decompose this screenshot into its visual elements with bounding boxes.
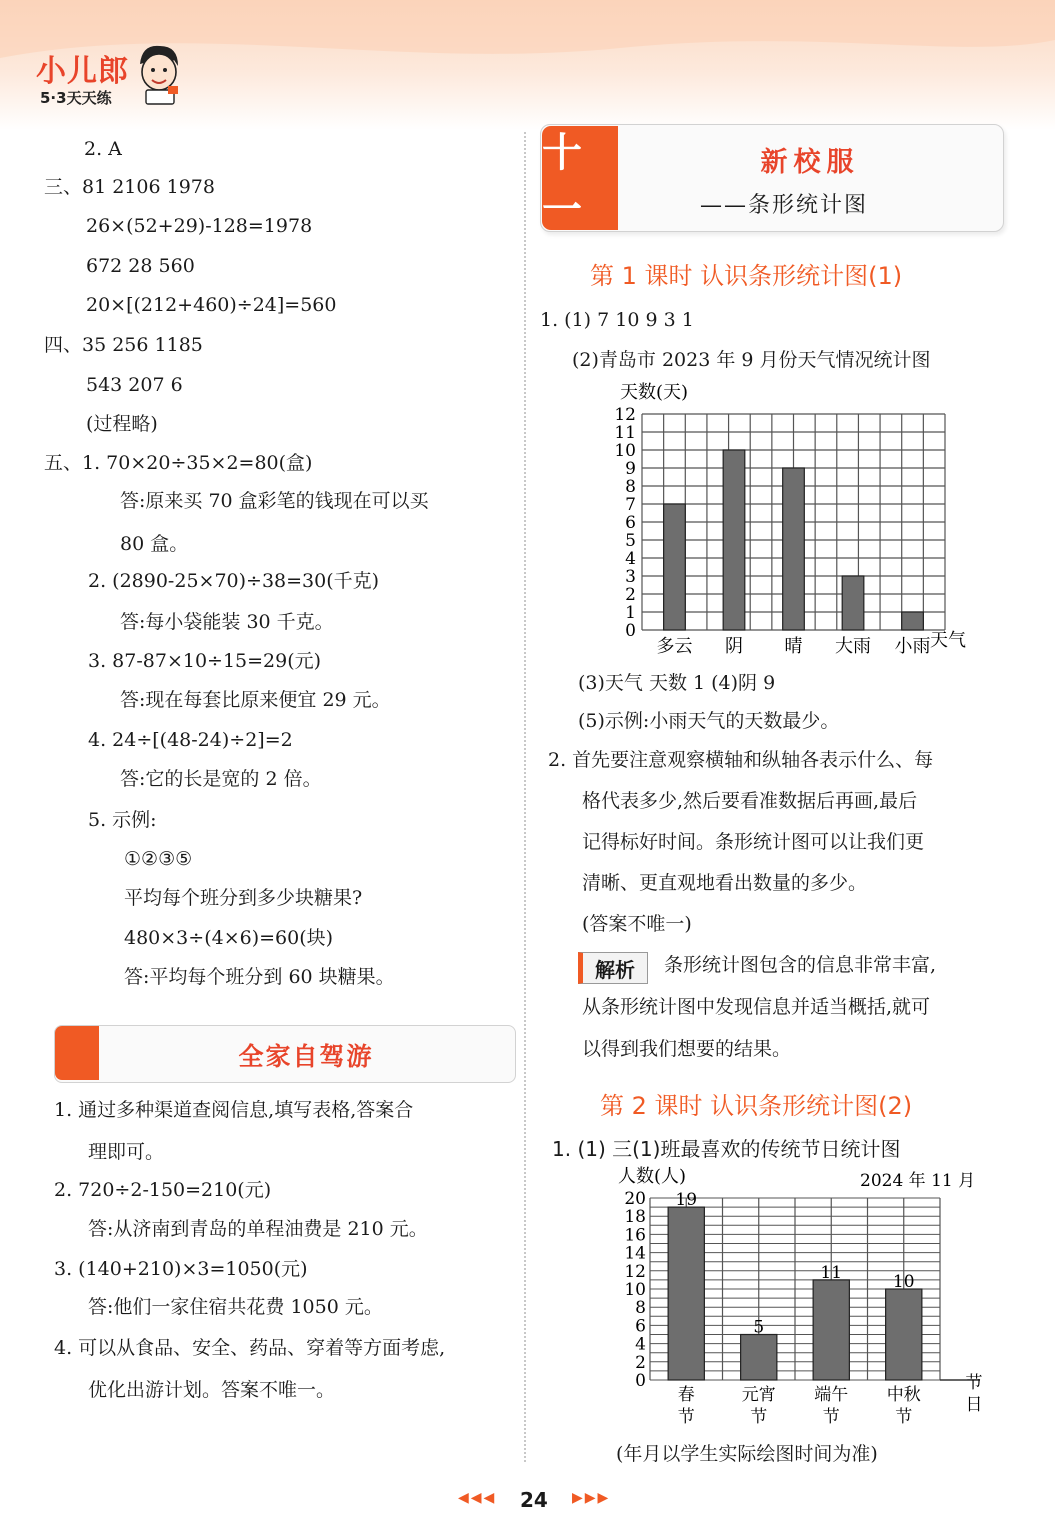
chart2-ytick-label: 6 bbox=[635, 1316, 646, 1337]
section-header-tag bbox=[55, 1026, 99, 1080]
answer-line: 4. 24÷[(48-24)÷2]=2 bbox=[88, 729, 293, 751]
chart2-ytick-label: 0 bbox=[635, 1371, 646, 1391]
answer-line: 1. 通过多种渠道查阅信息,填写表格,答案合 bbox=[54, 1099, 414, 1121]
answer-line: 2. A bbox=[84, 138, 122, 160]
chart1-xtick-label: 大雨 bbox=[835, 636, 872, 657]
answer-line: 20×[(212+460)÷24]=560 bbox=[86, 294, 337, 316]
answer-line: 四、35 256 1185 bbox=[44, 334, 203, 356]
chart1-ytick-label: 11 bbox=[614, 423, 636, 443]
chart1-ytick-label: 1 bbox=[625, 603, 636, 623]
answer-line: 答:每小袋能装 30 千克。 bbox=[120, 611, 334, 633]
chart2-ytick-label: 20 bbox=[624, 1189, 646, 1209]
chart2-date: 2024 年 11 月 bbox=[860, 1171, 976, 1191]
chart2-ytick-label: 18 bbox=[624, 1207, 646, 1228]
chart2-ylabel: 人数(人) bbox=[618, 1166, 687, 1187]
prev-arrows-icon: ◀◀◀ bbox=[458, 1490, 497, 1506]
answer-line: 4. 可以从食品、安全、药品、穿着等方面考虑, bbox=[54, 1337, 446, 1359]
chart1-ytick-label: 9 bbox=[625, 459, 636, 479]
answer-line: 543 207 6 bbox=[86, 374, 183, 396]
answer-line: 2. (2890-25×70)÷38=30(千克) bbox=[88, 570, 380, 592]
chart2-xtick-label: 端午 bbox=[814, 1385, 849, 1405]
chart2-data-label: 10 bbox=[892, 1272, 915, 1292]
chart2-ytick-label: 16 bbox=[624, 1225, 646, 1246]
chart1-ytick-label: 10 bbox=[614, 441, 636, 461]
chart2-data-label: 19 bbox=[675, 1190, 698, 1211]
chart1-ytick-label: 6 bbox=[625, 513, 636, 533]
chart2-xlabel: 日 bbox=[965, 1395, 983, 1415]
chart1-ylabel: 天数(天) bbox=[620, 382, 689, 403]
chart2-data-label: 11 bbox=[820, 1262, 843, 1283]
chart2-xtick-label: 节 bbox=[895, 1407, 913, 1427]
chart1-ytick-label: 0 bbox=[625, 621, 636, 641]
answer-line: 480×3÷(4×6)=60(块) bbox=[124, 927, 334, 949]
answer-line: 记得标好时间。条形统计图可以让我们更 bbox=[582, 831, 925, 853]
next-arrows-icon: ▶▶▶ bbox=[572, 1490, 611, 1506]
answer-line: 2. 首先要注意观察横轴和纵轴各表示什么、每 bbox=[548, 749, 934, 771]
answer-line: 三、81 2106 1978 bbox=[44, 176, 215, 198]
note-line: (年月以学生实际绘图时间为准) bbox=[616, 1443, 878, 1465]
answer-line: 2. 720÷2-150=210(元) bbox=[54, 1179, 272, 1201]
answer-line: ①②③⑤ bbox=[124, 848, 193, 870]
answer-line: 答:现在每套比原来便宜 29 元。 bbox=[120, 689, 391, 711]
answer-line: 3. 87-87×10÷15=29(元) bbox=[88, 650, 322, 672]
chart2-ytick-label: 2 bbox=[635, 1352, 646, 1373]
chart1-bar bbox=[664, 504, 686, 630]
answer-line: 答:从济南到青岛的单程油费是 210 元。 bbox=[88, 1218, 428, 1240]
answer-line: (5)示例:小雨天气的天数最少。 bbox=[578, 710, 840, 732]
festival-bar-chart bbox=[600, 1160, 1000, 1430]
section-title: 全家自驾游 bbox=[238, 1042, 374, 1071]
answer-line: (3)天气 天数 1 (4)阴 9 bbox=[578, 672, 776, 694]
unit-number-tag: 十一 bbox=[542, 126, 618, 230]
answer-line: 答:原来买 70 盒彩笔的钱现在可以买 bbox=[120, 490, 429, 512]
chart2-data-label: 5 bbox=[753, 1317, 765, 1338]
chart2-ytick-label: 8 bbox=[635, 1298, 646, 1319]
chart2-xlabel: 节 bbox=[965, 1373, 983, 1393]
answer-line: (过程略) bbox=[86, 413, 158, 435]
chart1-ytick-label: 4 bbox=[625, 549, 636, 569]
chart1-ytick-label: 7 bbox=[625, 495, 636, 515]
unit-title: 新校服 bbox=[760, 147, 860, 178]
unit-subtitle: ——条形统计图 bbox=[700, 193, 869, 218]
analysis-line: 条形统计图包含的信息非常丰富, bbox=[664, 954, 937, 976]
page-number: 24 bbox=[520, 1488, 548, 1512]
chart1-ytick-label: 8 bbox=[625, 477, 636, 497]
chart2-bar bbox=[886, 1289, 922, 1380]
chart1-xtick-label: 多云 bbox=[656, 636, 693, 657]
chart1-xlabel: 天气 bbox=[930, 630, 966, 651]
chart1-ytick-label: 12 bbox=[614, 405, 636, 425]
answer-line: 80 盒。 bbox=[120, 533, 189, 555]
logo-subtitle: 5·3天天练 bbox=[40, 89, 112, 107]
chart2-xtick-label: 节 bbox=[822, 1407, 840, 1427]
answer-line: 5. 示例: bbox=[88, 809, 157, 831]
answer-line: 清晰、更直观地看出数量的多少。 bbox=[582, 872, 868, 894]
chart1-ytick-label: 5 bbox=[625, 531, 636, 551]
chart2-xtick-label: 节 bbox=[750, 1407, 768, 1427]
chart2-xtick-label: 节 bbox=[677, 1407, 695, 1427]
chart1-xtick-label: 小雨 bbox=[894, 636, 931, 657]
answer-line: 理即可。 bbox=[88, 1141, 165, 1163]
answer-line: 3. (140+210)×3=1050(元) bbox=[54, 1258, 308, 1280]
chart2-ytick-label: 10 bbox=[624, 1280, 646, 1300]
chart1-ytick-label: 2 bbox=[625, 585, 636, 605]
answer-line: (答案不唯一) bbox=[582, 913, 692, 935]
answer-line: 格代表多少,然后要看准数据后再画,最后 bbox=[582, 790, 918, 812]
lesson-heading: 第 2 课时 认识条形统计图(2) bbox=[600, 1092, 913, 1120]
weather-bar-chart bbox=[600, 376, 990, 660]
chart2-ytick-label: 14 bbox=[624, 1243, 646, 1264]
answer-line: 672 28 560 bbox=[86, 255, 195, 277]
answer-line: 平均每个班分到多少块糖果? bbox=[124, 887, 363, 909]
chart2-bar bbox=[813, 1280, 849, 1380]
chart1-ytick-label: 3 bbox=[625, 567, 636, 587]
answer-line: 答:平均每个班分到 60 块糖果。 bbox=[124, 966, 395, 988]
column-divider bbox=[524, 132, 526, 1462]
chart1-bar bbox=[842, 576, 864, 630]
boy-mascot-icon bbox=[132, 40, 184, 106]
logo-title: 小儿郎 bbox=[36, 54, 129, 89]
answer-line: 五、1. 70×20÷35×2=80(盒) bbox=[44, 452, 313, 474]
chart1-xtick-label: 阴 bbox=[724, 636, 743, 657]
chart2-ytick-label: 4 bbox=[635, 1334, 646, 1355]
chart2-ytick-label: 12 bbox=[624, 1261, 646, 1282]
analysis-line: 从条形统计图中发现信息并适当概括,就可 bbox=[582, 996, 931, 1018]
chart2-xtick-label: 中秋 bbox=[886, 1385, 921, 1405]
lesson-heading: 第 1 课时 认识条形统计图(1) bbox=[590, 262, 903, 290]
answer-line: 答:他们一家住宿共花费 1050 元。 bbox=[88, 1296, 383, 1318]
answer-line: 1. (1) 三(1)班最喜欢的传统节日统计图 bbox=[552, 1137, 901, 1161]
chart1-bar bbox=[783, 468, 805, 630]
chart2-xtick-label: 元宵 bbox=[741, 1385, 776, 1405]
answer-line: 1. (1) 7 10 9 3 1 bbox=[540, 309, 694, 331]
analysis-label: 解析 bbox=[578, 952, 648, 984]
chart1-xtick-label: 晴 bbox=[784, 636, 803, 657]
answer-line: (2)青岛市 2023 年 9 月份天气情况统计图 bbox=[572, 349, 931, 371]
chart2-xtick-label: 春 bbox=[677, 1385, 695, 1405]
analysis-line: 以得到我们想要的结果。 bbox=[582, 1038, 792, 1060]
chart1-bar bbox=[902, 612, 924, 630]
answer-line: 答:它的长是宽的 2 倍。 bbox=[120, 768, 322, 790]
chart1-bar bbox=[723, 450, 745, 630]
answer-line: 优化出游计划。答案不唯一。 bbox=[88, 1379, 336, 1401]
answer-line: 26×(52+29)-128=1978 bbox=[86, 215, 313, 237]
chart2-bar bbox=[741, 1335, 777, 1381]
chart2-bar bbox=[668, 1207, 704, 1380]
